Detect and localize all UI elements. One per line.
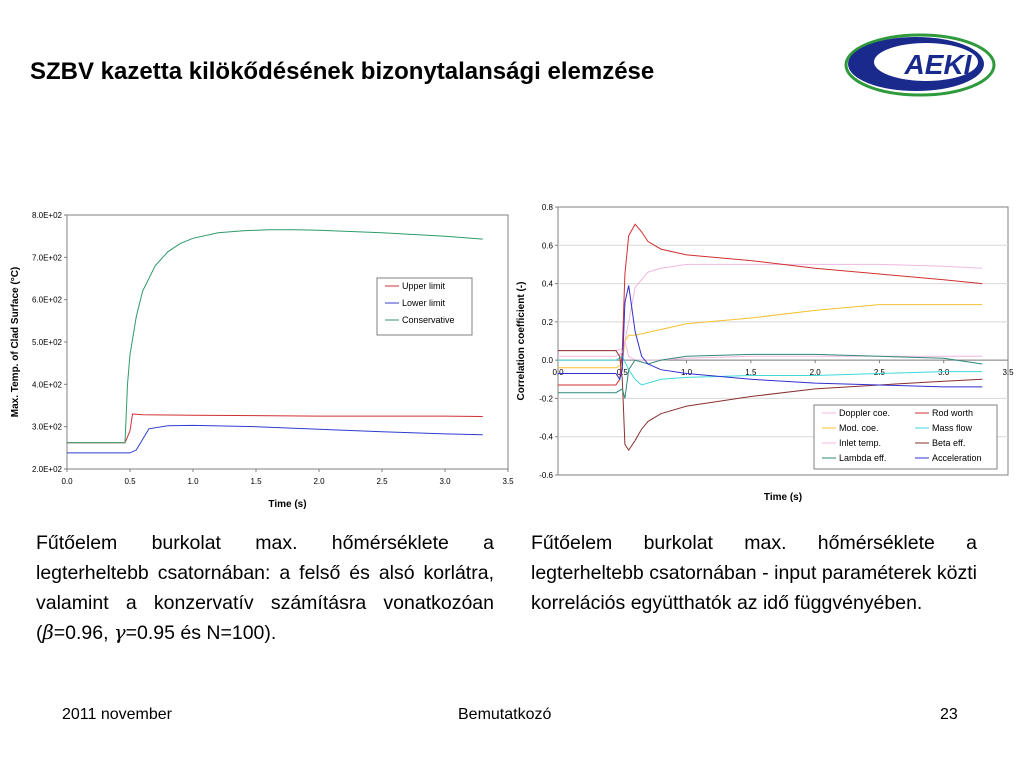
y-tick-label: 0.0 (541, 356, 553, 366)
x-tick-label: 2.5 (376, 477, 388, 486)
legend (377, 278, 472, 335)
legend-label: Inlet temp. (839, 438, 882, 448)
y-tick-label: 8.0E+02 (31, 211, 62, 220)
legend-label: Mass flow (932, 423, 973, 433)
y-tick-label: 6.0E+02 (31, 295, 62, 305)
y-tick-label: 7.0E+02 (31, 253, 62, 263)
beta-value: =0.96, (53, 622, 109, 644)
x-tick-label: 1.5 (745, 368, 757, 378)
gamma-value: =0.95 és N=100). (125, 622, 277, 644)
y-tick-label: -0.6 (539, 471, 553, 480)
x-tick-label: 0.5 (124, 477, 136, 486)
legend (814, 405, 997, 469)
legend-label: Rod worth (932, 408, 974, 418)
legend-label: Doppler coe. (839, 408, 891, 418)
y-axis-title: Correlation coefficient (-) (516, 281, 527, 401)
right-caption: Fűtőelem burkolat max. hőmérséklete a legterheltebb csatornában - input paraméterek közti korrelációs együtthatók az idő függvényében. (531, 532, 977, 614)
legend-label: Conservative (402, 315, 455, 325)
y-tick-label: 0.8 (541, 203, 553, 212)
y-tick-label: 0.6 (541, 241, 553, 251)
x-tick-label: 3.0 (938, 368, 950, 378)
x-tick-label: 3.5 (502, 477, 514, 486)
legend-label: Lower limit (402, 298, 446, 308)
x-axis-title: Time (s) (268, 499, 307, 510)
x-tick-label: 1.0 (681, 368, 693, 378)
y-tick-label: 3.0E+02 (31, 422, 62, 432)
left-caption (36, 528, 494, 648)
page-title: SZBV kazetta kilökődésének bizonytalansági elemzése (30, 58, 655, 85)
left-chart (10, 205, 514, 515)
x-tick-label: 0.5 (616, 368, 628, 378)
legend-label: Acceleration (932, 453, 982, 463)
y-tick-label: 0.4 (541, 279, 553, 289)
x-tick-label: 1.5 (250, 477, 262, 486)
x-tick-label: 3.0 (439, 477, 451, 486)
legend-label: Beta eff. (932, 438, 966, 448)
y-tick-label: 0.2 (541, 317, 553, 327)
x-tick-label: 0.0 (552, 368, 564, 378)
footer-page-number: 23 (940, 706, 958, 723)
x-tick-label: 3.5 (1002, 368, 1014, 378)
y-axis-title: Max. Temp. of Clad Surface (°C) (10, 266, 21, 418)
plot-area (67, 215, 508, 469)
legend-label: Mod. coe. (839, 423, 879, 433)
legend-label: Lambda eff. (839, 453, 887, 463)
left-caption-text: Fűtőelem burkolat max. hőmérséklete a legterheltebb csatornában: a felső és alsó korlátra, valamint a konzervatív számításra vonatkozóan ( (36, 532, 494, 644)
legend-label: Upper limit (402, 281, 446, 291)
footer-date: 2011 november (62, 706, 172, 723)
x-tick-label: 2.5 (873, 368, 885, 378)
right-chart (512, 198, 1016, 508)
x-tick-label: 0.0 (61, 477, 73, 486)
aeki-logo (838, 30, 996, 100)
y-tick-label: 2.0E+02 (31, 465, 62, 474)
x-tick-label: 1.0 (187, 477, 199, 486)
x-tick-label: 2.0 (313, 477, 325, 486)
y-tick-label: -0.2 (539, 394, 553, 404)
beta-symbol: β (42, 621, 54, 644)
y-tick-label: -0.4 (539, 432, 553, 442)
footer-center: Bemutatkozó (458, 706, 552, 723)
gamma-symbol: γ (113, 621, 126, 644)
x-axis-title: Time (s) (763, 492, 803, 503)
x-tick-label: 2.0 (809, 368, 821, 378)
logo-text: AEKI (904, 49, 972, 80)
y-tick-label: 4.0E+02 (31, 380, 62, 390)
y-tick-label: 5.0E+02 (31, 338, 62, 347)
